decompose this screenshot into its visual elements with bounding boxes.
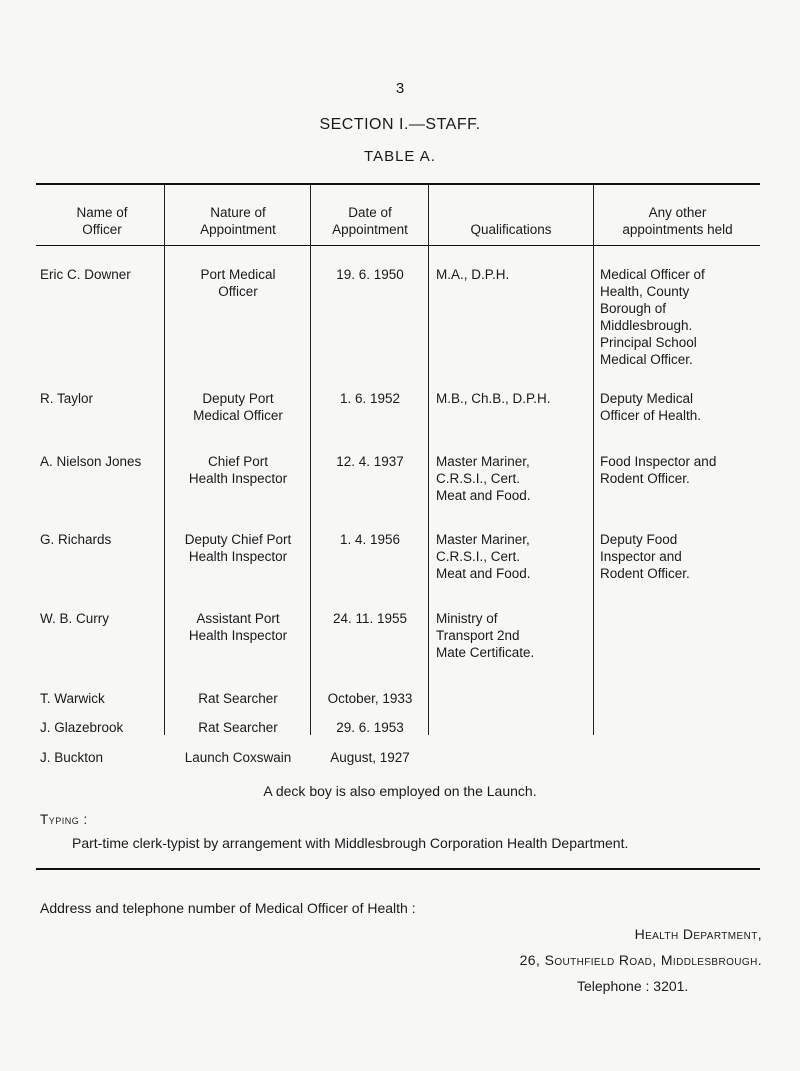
row-name: J. Buckton [40,750,104,765]
row-nature [166,749,310,766]
line: Health Inspector [188,549,288,564]
table-title: TABLE A. [364,148,436,165]
line: Health, County [600,284,690,299]
page-number: 3 [395,80,405,97]
address-line-street: 26, Southfield Road, Middlesbrough. [519,952,762,968]
header-nature [166,204,310,238]
telephone: Telephone : 3201. [577,978,689,994]
header-line: Appointment [200,222,276,237]
row-nature [166,690,310,707]
address-line-department: Health Department, [634,926,762,942]
line: Master Mariner, [436,532,530,547]
column-divider [593,185,594,735]
line: Deputy Port [202,391,274,406]
row-date: 1. 4. 1956 [339,532,401,547]
header-line: appointments held [622,222,733,237]
deck-boy-note: A deck boy is also employed on the Launch. [263,783,537,799]
typing-label: Typing : [40,812,88,827]
row-name: J. Glazebrook [40,720,124,735]
column-divider [310,185,311,735]
section-title: SECTION I.—STAFF. [319,116,481,133]
header-line: Qualifications [470,222,552,237]
line: Meat and Food. [436,488,531,503]
line: Rat Searcher [198,720,278,735]
line: Borough of [600,301,667,316]
row-name: G. Richards [40,532,112,547]
row-name: A. Nielson Jones [40,454,142,469]
header-qualifications [430,221,592,238]
row-name: R. Taylor [40,391,94,406]
row-date: 19. 6. 1950 [336,267,404,282]
line: Launch Coxswain [184,750,292,765]
table-top-rule [36,183,760,185]
header-line: Nature of [210,205,266,220]
typing-text: Part-time clerk-typist by arrangement with Middlesbrough Corporation Health Department. [72,835,629,851]
line: Principal School [600,335,697,350]
line: Deputy Chief Port [184,532,292,547]
column-divider [164,185,165,735]
header-name [40,204,164,238]
line: Officer of Health. [600,408,702,423]
line: Transport 2nd [436,628,520,643]
line: Medical Officer. [600,352,693,367]
line: Deputy Food [600,532,678,547]
line: Food Inspector and [600,454,717,469]
row-qualifications [436,390,592,407]
header-line: Date of [348,205,392,220]
row-nature [166,719,310,736]
line: Middlesbrough. [600,318,693,333]
row-date: August, 1927 [330,750,410,765]
row-nature [166,266,310,300]
row-nature [166,390,310,424]
line: Deputy Medical [600,391,694,406]
address-label: Address and telephone number of Medical Officer of Health : [40,900,416,916]
bottom-rule [36,868,760,870]
header-line: Officer [82,222,122,237]
line: Ministry of [436,611,498,626]
row-qualifications [436,453,592,504]
row-name: Eric C. Downer [40,267,131,282]
row-date: 29. 6. 1953 [336,720,404,735]
line: Inspector and [600,549,682,564]
line: C.R.S.I., Cert. [436,549,521,564]
row-nature [166,453,310,487]
line: Assistant Port [196,611,280,626]
row-date: 1. 6. 1952 [339,391,401,406]
line: Master Mariner, [436,454,530,469]
line: Meat and Food. [436,566,531,581]
header-line: Name of [76,205,128,220]
row-nature [166,531,310,565]
row-nature [166,610,310,644]
line: Mate Certificate. [436,645,535,660]
row-qualifications [436,531,592,582]
table-header-rule [36,245,760,246]
row-qualifications [436,266,592,283]
row-name: W. B. Curry [40,611,110,626]
line: Rat Searcher [198,691,278,706]
line: Rodent Officer. [600,566,690,581]
line: Rodent Officer. [600,471,690,486]
line: C.R.S.I., Cert. [436,471,521,486]
row-qualifications [436,610,592,661]
line: Port Medical [200,267,276,282]
line: Medical Officer [193,408,283,423]
header-date [312,204,428,238]
line: Officer [218,284,258,299]
row-name: T. Warwick [40,691,105,706]
column-divider [428,185,429,735]
row-other [600,453,762,487]
row-date: 12. 4. 1937 [336,454,404,469]
line: Medical Officer of [600,267,705,282]
line: Health Inspector [188,628,288,643]
row-other [600,266,762,368]
line: Chief Port [207,454,269,469]
header-line: Appointment [332,222,408,237]
row-date: October, 1933 [327,691,413,706]
header-line: Any other [648,205,707,220]
row-other [600,531,762,582]
row-other [600,390,762,424]
line: Health Inspector [188,471,288,486]
line: M.B., Ch.B., D.P.H. [436,391,551,406]
line: M.A., D.P.H. [436,267,510,282]
header-other [595,204,760,238]
row-date: 24. 11. 1955 [332,611,408,626]
